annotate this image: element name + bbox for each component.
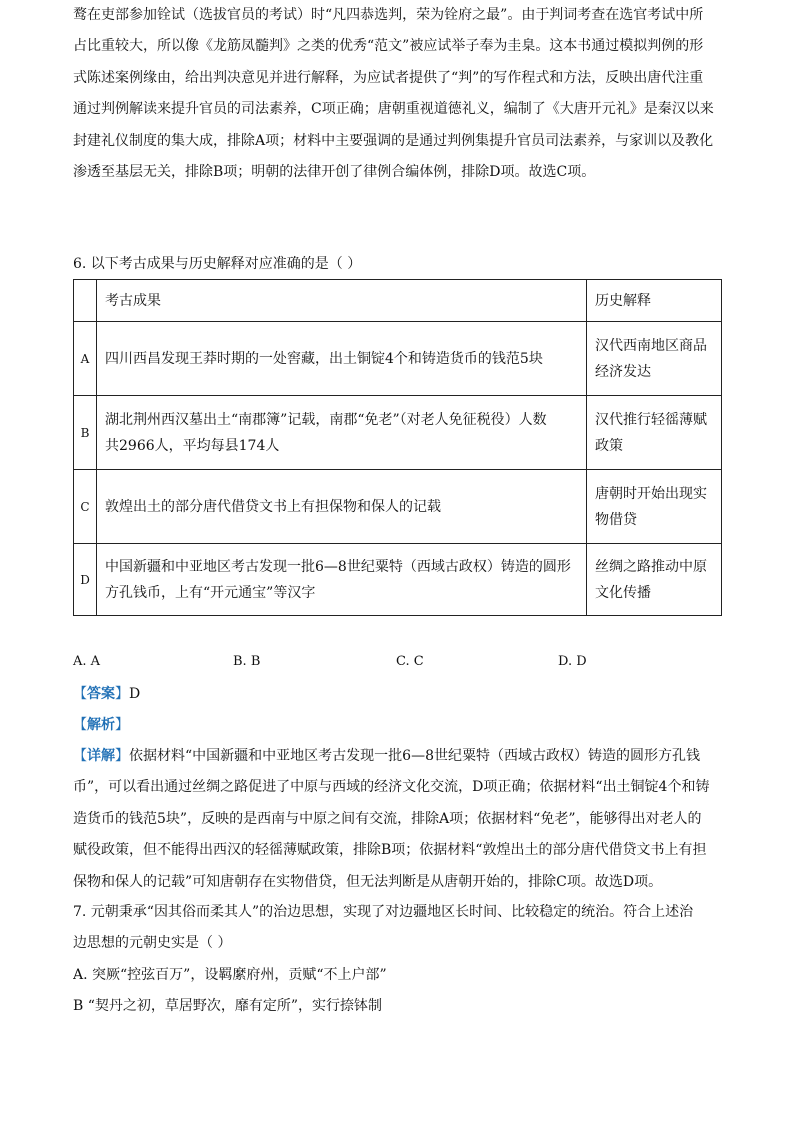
question-6-table bbox=[73, 279, 722, 616]
row-explanation bbox=[587, 470, 722, 544]
detail-label: 详解 bbox=[87, 748, 115, 764]
question-7-stem: 7. 元朝秉承“因其俗而柔其人”的治边思想，实现了对边疆地区长时间、比较稳定的统治。符合上述治 bbox=[73, 904, 694, 920]
answer-value: D bbox=[129, 686, 141, 702]
analysis-heading: 【解析】 bbox=[73, 717, 129, 733]
text-line: 占比重较大，所以像《龙筋凤髓判》之类的优秀“范文”被应试举子奉为圭臬。这本书通过模拟判例的形 bbox=[73, 38, 704, 55]
text-line: 渗透至基层无关，排除B项；明朝的法律开创了律例合编体例，排除D项。故选C项。 bbox=[73, 163, 596, 180]
text-line: 式陈述案例缘由，给出判决意见并进行解释，为应试者提供了“判”的写作程式和方法，反映出唐代注重 bbox=[73, 69, 704, 86]
row-label: A bbox=[74, 322, 97, 396]
cell-line: 汉代西南地区商品 bbox=[595, 337, 707, 354]
header-finding: 考古成果 bbox=[97, 280, 587, 322]
question-7 bbox=[73, 897, 723, 1023]
table-row bbox=[74, 544, 722, 616]
cell-line: 方孔钱币，上有“开元通宝”等汉字 bbox=[105, 584, 316, 601]
header-blank-cell bbox=[74, 280, 97, 322]
question-6-detail bbox=[73, 741, 723, 898]
cell-line: 共2966人，平均每县174人 bbox=[105, 437, 280, 454]
option-c: C. C bbox=[396, 654, 424, 669]
text-line: 造货币的钱范5块”，反映的是西南与中原之间有交流，排除A项；依据材料“免老”，能够得出对老人的 bbox=[73, 810, 702, 827]
row-finding bbox=[97, 322, 587, 396]
cell-line: 文化传播 bbox=[595, 584, 651, 601]
option-b: B. B bbox=[233, 654, 261, 669]
question-7-stem: 边思想的元朝史实是（ ） bbox=[73, 935, 232, 952]
header-explanation: 历史解释 bbox=[587, 280, 722, 322]
cell-line: 汉代推行轻徭薄赋 bbox=[595, 411, 707, 428]
option-a: A. A bbox=[73, 654, 101, 669]
cell-line: 敦煌出土的部分唐代借贷文书上有担保物和保人的记载 bbox=[105, 498, 441, 515]
row-explanation bbox=[587, 544, 722, 616]
row-finding bbox=[97, 470, 587, 544]
cell-line: 政策 bbox=[595, 437, 623, 454]
cell-line: 中国新疆和中亚地区考古发现一批6—8世纪粟特（西域古政权）铸造的圆形 bbox=[105, 558, 571, 575]
cell-line: 丝绸之路推动中原 bbox=[595, 558, 707, 575]
text-line: 通过判例解读来提升官员的司法素养，C项正确；唐朝重视道德礼义，编制了《大唐开元礼》是秦汉以来 bbox=[73, 101, 714, 118]
table-row bbox=[74, 322, 722, 396]
cell-line: 唐朝时开始出现实 bbox=[595, 485, 707, 502]
text-line: 币”，可以看出通过丝绸之路促进了中原与西域的经济文化交流，D项正确；依据材料“出土铜锭4个和铸 bbox=[73, 779, 710, 796]
question-6-options bbox=[73, 654, 633, 674]
cell-line: 湖北荆州西汉墓出土“南郡簿”记载，南郡“免老”（对老人免征税役）人数 bbox=[105, 411, 547, 428]
row-explanation bbox=[587, 322, 722, 396]
detail-text: 依据材料“中国新疆和中亚地区考古发现一批6—8世纪粟特（西域古政权）铸造的圆形方孔钱 bbox=[129, 748, 700, 764]
answer-label: 答案 bbox=[87, 686, 115, 702]
text-line: 保物和保人的记载”可知唐朝存在实物借贷，但无法判断是从唐朝开始的，排除C项。故选D项。 bbox=[73, 873, 663, 890]
table-row bbox=[74, 470, 722, 544]
row-finding bbox=[97, 544, 587, 616]
row-label: B bbox=[74, 396, 97, 470]
cell-line: 经济发达 bbox=[595, 363, 651, 380]
row-label: C bbox=[74, 470, 97, 544]
table-header-row bbox=[74, 280, 722, 322]
answer-line: 【答案】D bbox=[73, 686, 141, 702]
cell-line: 四川西昌发现王莽时期的一处窖藏，出土铜锭4个和铸造货币的钱范5块 bbox=[105, 350, 543, 367]
option-a: A. 突厥“控弦百万”，设羁縻府州，贡赋“不上户部” bbox=[73, 966, 387, 983]
row-explanation bbox=[587, 396, 722, 470]
text-line: 封建礼仪制度的集大成，排除A项；材料中主要强调的是通过判例集提升官员司法素养，与家训以及教化 bbox=[73, 132, 714, 149]
cell-line: 物借贷 bbox=[595, 511, 637, 528]
option-d: D. D bbox=[558, 654, 587, 669]
previous-explanation bbox=[73, 0, 723, 188]
text-line: 赋役政策，但不能得出西汉的轻徭薄赋政策，排除B项；依据材料“敦煌出土的部分唐代借贷文书上有担 bbox=[73, 842, 707, 859]
analysis-label: 解析 bbox=[87, 717, 115, 733]
row-label: D bbox=[74, 544, 97, 616]
text-line: 【详解】依据材料“中国新疆和中亚地区考古发现一批6—8世纪粟特（西域古政权）铸造的圆形方孔钱 bbox=[73, 748, 700, 764]
option-b: B “契丹之初，草居野次，靡有定所”，实行捺钵制 bbox=[73, 998, 383, 1015]
table-row bbox=[74, 396, 722, 470]
text-line: 鹜在吏部参加铨试（选拔官员的考试）时“凡四恭选判，荣为铨府之最”。由于判词考查在选官考试中所 bbox=[73, 7, 704, 23]
row-finding bbox=[97, 396, 587, 470]
question-6-stem: 6. 以下考古成果与历史解释对应准确的是（ ） bbox=[73, 256, 362, 272]
